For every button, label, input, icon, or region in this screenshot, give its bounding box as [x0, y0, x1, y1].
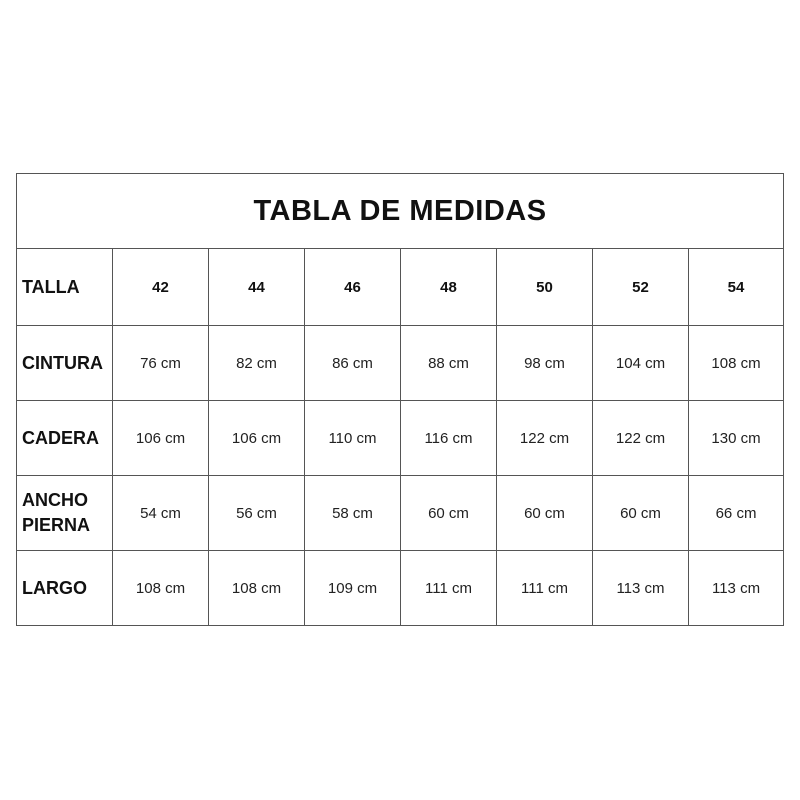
measure-cell: 110 cm — [305, 401, 401, 476]
title-row — [17, 174, 784, 249]
measure-cell: 130 cm — [689, 401, 784, 476]
row-label-cadera: CADERA — [17, 401, 113, 476]
size-header-row — [17, 249, 784, 326]
measure-cell: 76 cm — [113, 326, 209, 401]
table-row-cintura — [17, 326, 784, 401]
measure-cell: 60 cm — [401, 476, 497, 551]
measure-cell: 108 cm — [689, 326, 784, 401]
table-row-largo — [17, 551, 784, 626]
table-title: TABLA DE MEDIDAS — [17, 174, 784, 249]
measure-cell: 116 cm — [401, 401, 497, 476]
measure-cell: 66 cm — [689, 476, 784, 551]
size-header-cell: 54 — [689, 249, 784, 326]
measure-cell: 111 cm — [497, 551, 593, 626]
size-header-cell: 48 — [401, 249, 497, 326]
table-row-cadera — [17, 401, 784, 476]
size-header-cell: 50 — [497, 249, 593, 326]
measure-cell: 113 cm — [689, 551, 784, 626]
measure-cell: 58 cm — [305, 476, 401, 551]
row-label-largo: LARGO — [17, 551, 113, 626]
measure-cell: 122 cm — [593, 401, 689, 476]
measure-cell: 60 cm — [497, 476, 593, 551]
measure-cell: 108 cm — [113, 551, 209, 626]
row-label-talla: TALLA — [17, 249, 113, 326]
measure-cell: 113 cm — [593, 551, 689, 626]
row-label-line: PIERNA — [22, 515, 91, 535]
measure-cell: 88 cm — [401, 326, 497, 401]
measure-cell: 56 cm — [209, 476, 305, 551]
measure-cell: 122 cm — [497, 401, 593, 476]
measure-cell: 111 cm — [401, 551, 497, 626]
measure-cell: 106 cm — [209, 401, 305, 476]
measure-cell: 60 cm — [593, 476, 689, 551]
size-header-cell: 44 — [209, 249, 305, 326]
measure-cell: 108 cm — [209, 551, 305, 626]
size-header-cell: 52 — [593, 249, 689, 326]
row-label-cintura: CINTURA — [17, 326, 113, 401]
measure-cell: 98 cm — [497, 326, 593, 401]
size-chart-table — [16, 173, 784, 626]
size-header-cell: 46 — [305, 249, 401, 326]
measure-cell: 104 cm — [593, 326, 689, 401]
measure-cell: 86 cm — [305, 326, 401, 401]
size-header-cell: 42 — [113, 249, 209, 326]
table-row-ancho-pierna — [17, 476, 784, 551]
row-label-ancho-pierna — [17, 476, 113, 551]
measure-cell: 109 cm — [305, 551, 401, 626]
measure-cell: 82 cm — [209, 326, 305, 401]
measure-cell: 54 cm — [113, 476, 209, 551]
measure-cell: 106 cm — [113, 401, 209, 476]
row-label-line: ANCHO — [22, 490, 88, 510]
